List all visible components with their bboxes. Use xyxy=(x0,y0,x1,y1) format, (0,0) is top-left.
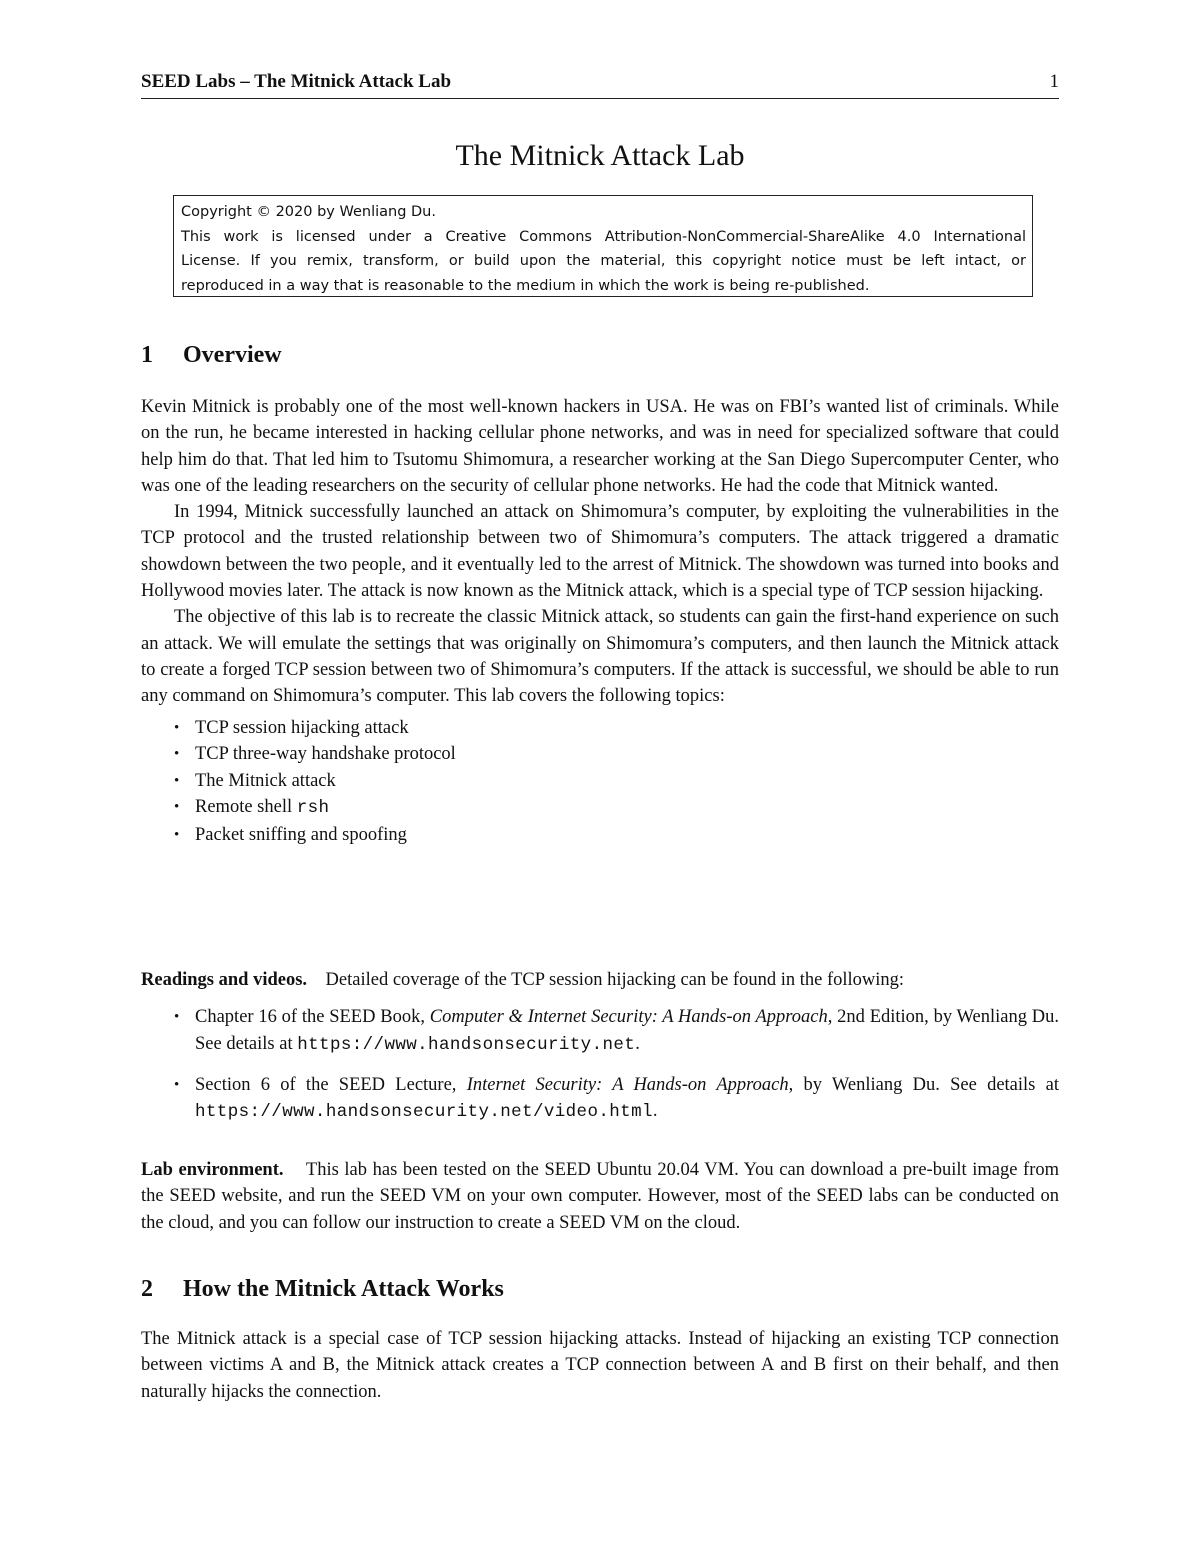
lecture-title: Internet Security: A Hands-on Approach xyxy=(466,1074,789,1095)
paragraph xyxy=(141,1157,1059,1236)
copyright-notice xyxy=(173,195,1033,297)
ref-text: , 2nd Edition, by Wenliang Du. See details at xyxy=(195,1007,1059,1054)
code-rsh: rsh xyxy=(296,798,330,819)
license-line: reproduced in a way that is reasonable to the medium in which the work is being re-published. xyxy=(181,277,870,294)
how-it-works-body xyxy=(141,1326,1059,1405)
list-item: • Packet sniffing and spoofing xyxy=(141,822,1059,849)
paragraph xyxy=(141,967,1059,993)
license-line: License. If you remix, transform, or build upon the material, this copyright notice must be left intact, or xyxy=(181,253,1026,269)
run-in-heading: Lab environment. xyxy=(141,1160,284,1180)
list-item: • The Mitnick attack xyxy=(141,768,1059,795)
paragraph: Kevin Mitnick is probably one of the most well-known hackers in USA. He was on FBI’s wanted list of criminals. While on the run, he became interested in hacking cellular phone networks, and was in need for specialized software that could help him do that. That led him to Tsutomu Shimomura, a researcher working at the San Diego Supercomputer Center, who was one of the leading researchers on the security of cellular phone networks. He had the code that Mitnick wanted. xyxy=(141,397,1059,496)
paragraph: In 1994, Mitnick successfully launched an attack on Shimomura’s computer, by exploiting the vulnerabilities in the TCP protocol and the trusted relationship between two of Shimomura’s computers. The attack triggered a dramatic showdown between the two people, and it eventually led to the arrest of Mitnick. The showdown was turned into books and Hollywood movies later. The attack is now known as the Mitnick attack, which is a special type of TCP session hijacking. xyxy=(141,502,1059,602)
readings-block xyxy=(141,967,1059,1125)
topic-text: Remote shell xyxy=(195,797,293,818)
section-number: 2 xyxy=(141,1276,153,1302)
ref-text: Chapter 16 of the SEED Book, xyxy=(195,1007,425,1028)
book-title: Computer & Internet Security: A Hands-on Approach xyxy=(429,1007,828,1028)
list-item: • Chapter 16 of the SEED Book, Computer & Internet Security: A Hands-on Approach, 2nd Edition, by Wenliang Du. See details at https://www.handsonsecurity.net. xyxy=(141,1004,1059,1058)
document-title: The Mitnick Attack Lab xyxy=(455,139,745,172)
paragraph: The Mitnick attack is a special case of TCP session hijacking attacks. Instead of hijacking an existing TCP connection between victims A and B, the Mitnick attack creates a TCP connection between A and B first on their behalf, and then naturally hijacks the connection. xyxy=(141,1329,1059,1402)
page-number: 1 xyxy=(1049,71,1059,92)
lab-env-text: This lab has been tested on the SEED Ubuntu 20.04 VM. You can download a pre-built image from the SEED website, and run the SEED VM on your own computer. However, most of the SEED labs can be conducted on the cloud, and you can follow our instruction to create a SEED VM on the cloud. xyxy=(141,1160,1059,1233)
license-line: This work is licensed under a Creative Commons Attribution-NonCommercial-ShareAlike 4.0 International xyxy=(181,228,1026,245)
list-item: • TCP session hijacking attack xyxy=(141,715,1059,742)
section-title: How the Mitnick Attack Works xyxy=(183,1276,504,1302)
lab-environment-block xyxy=(141,1157,1059,1236)
ref-text: Section 6 of the SEED Lecture, xyxy=(195,1074,457,1095)
book-url-link[interactable]: https://www.handsonsecurity.net xyxy=(297,1034,636,1055)
running-header xyxy=(141,70,1059,99)
list-item xyxy=(141,794,1059,822)
topics-list xyxy=(141,715,1059,849)
references-list xyxy=(141,1004,1059,1125)
section-heading-how-it-works xyxy=(141,1273,504,1305)
readings-text: Detailed coverage of the TCP session hijacking can be found in the following: xyxy=(325,970,905,990)
running-title: SEED Labs – The Mitnick Attack Lab xyxy=(141,71,452,92)
section-number: 1 xyxy=(141,342,153,368)
copyright-line: Copyright © 2020 by Wenliang Du. xyxy=(181,204,436,220)
video-url-link[interactable]: https://www.handsonsecurity.net/video.html xyxy=(195,1102,653,1123)
list-item: • TCP three-way handshake protocol xyxy=(141,741,1059,768)
run-in-heading: Readings and videos. xyxy=(141,970,308,990)
paragraph: The objective of this lab is to recreate the classic Mitnick attack, so students can gain the first-hand experience on such an attack. We will emulate the settings that was originally on Shimomura’s computers, and then launch the Mitnick attack to create a forged TCP session between two of Shimomura’s computers. If the attack is successful, we should be able to run any command on Shimomura’s computer. This lab covers the following topics: xyxy=(141,607,1059,707)
list-item: • Section 6 of the SEED Lecture, Internet Security: A Hands-on Approach, by Wenliang Du. See details at https://www.handsonsecurity.net/video.html. xyxy=(141,1072,1059,1126)
overview-body xyxy=(141,394,1059,849)
section-heading-overview xyxy=(141,339,282,371)
section-title: Overview xyxy=(183,342,282,368)
ref-text: , by Wenliang Du. See details at xyxy=(788,1074,1059,1095)
